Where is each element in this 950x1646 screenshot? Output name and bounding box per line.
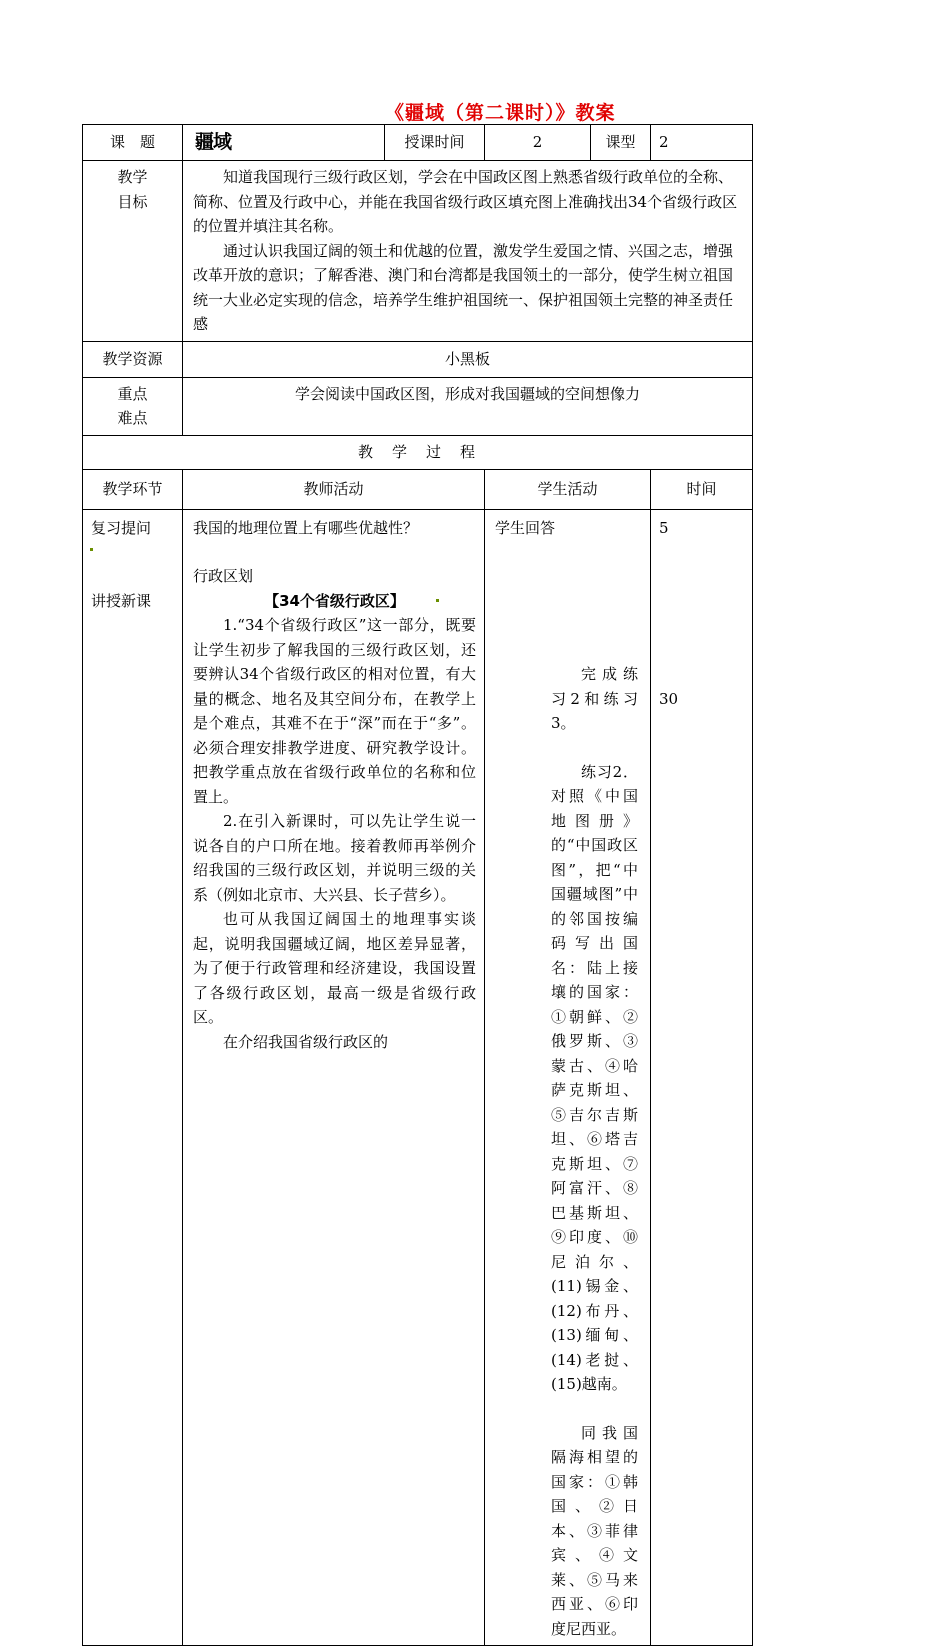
teacher-para-4: 在介绍我国省级行政区的	[223, 1032, 389, 1051]
key-points-value: 学会阅读中国政区图，形成对我国疆域的空间想像力	[183, 377, 753, 435]
row-topic	[83, 125, 753, 161]
col-teacher-header: 教师活动	[183, 469, 485, 509]
row-objectives	[83, 161, 753, 342]
topic-label: 课 题	[83, 125, 183, 161]
student-answer: 学生回答	[495, 518, 556, 537]
type-value: 2	[651, 125, 753, 161]
stage-new: 讲授新课	[91, 592, 152, 610]
time-value: 2	[485, 125, 591, 161]
objectives-para-1: 知道我国现行三级行政区划，学会在中国政区图上熟悉省级行政单位的全称、简称、位置及行政中心，并能在我国省级行政区填充图上准确找出34个省级行政区的位置并填注其名称。	[193, 168, 738, 235]
resources-label: 教学资源	[83, 341, 183, 377]
row-process-body	[83, 509, 753, 1646]
row-process-title	[83, 435, 753, 469]
col-student-header: 学生活动	[485, 469, 651, 509]
process-title: 教 学 过 程	[83, 435, 753, 469]
key-points-label-2: 难点	[117, 409, 148, 427]
resources-value: 小黑板	[183, 341, 753, 377]
lesson-plan-table	[82, 124, 753, 1646]
col-time-header: 时间	[651, 469, 753, 509]
objectives-label-1: 教学	[117, 168, 148, 186]
student-para-1: 完成练习2和练习3。	[551, 665, 638, 732]
time-2: 30	[659, 690, 679, 708]
teacher-para-3: 也可从我国辽阔国土的地理事实谈起，说明我国疆域辽阔，地区差异显著，为了便于行政管理和经济建设，我国设置了各级行政区划，最高一级是省级行政区。	[193, 910, 476, 1026]
stage-review: 复习提问	[91, 518, 152, 537]
objectives-para-2: 通过认识我国辽阔的领土和优越的位置，激发学生爱国之情、兴国之志，增强改革开放的意识；了解香港、澳门和台湾都是我国领土的一部分，使学生树立祖国统一大业必定实现的信念，培养学生维护祖国统一、保护祖国领土完整的神圣责任感	[193, 241, 734, 333]
time-label: 授课时间	[385, 125, 485, 161]
scan-speck	[90, 548, 93, 551]
teacher-question: 我国的地理位置上有哪些优越性？	[193, 518, 419, 537]
student-para-3: 同我国隔海相望的国家：①韩国、②日本、③菲律宾、④文莱、⑤马来西亚、⑥印度尼西亚。	[551, 1423, 638, 1638]
teacher-para-1: 1.“34个省级行政区”这一部分，既要让学生初步了解我国的三级行政区划，还要辨认34个省级行政区的相对位置，有大量的概念、地名及其空间分布，在教学上是个难点，其难不在于“深”而在于“多”。必须合理安排教学进度、研究教学设计。把教学重点放在省级行政单位的名称和位置上。	[193, 616, 476, 806]
teacher-para-2: 2.在引入新课时，可以先让学生说一说各自的户口所在地。接着教师再举例介绍我国的三级行政区划，并说明三级的关系（例如北京市、大兴县、长子营乡）。	[193, 812, 476, 904]
row-column-headers	[83, 469, 753, 509]
col-stage-header: 教学环节	[83, 469, 183, 509]
key-points-label-1: 重点	[117, 384, 148, 403]
student-para-2: 练习2．对照《中国地图册》的“中国政区图”，把“中国疆域图”中的邻国按编码写出国名：陆上接壤的国家：①朝鲜、②俄罗斯、③蒙古、④哈萨克斯坦、⑤吉尔吉斯坦、⑥塔吉克斯坦、⑦阿富汗、⑧巴基斯坦、⑨印度、⑩尼泊尔、(11)锡金、(12)布丹、(13)缅甸、(14)老挝、(15)越南。	[551, 762, 638, 1393]
row-resources	[83, 341, 753, 377]
time-1: 5	[659, 518, 669, 537]
teacher-topic: 行政区划	[193, 567, 254, 585]
teacher-heading: 【34个省级行政区】	[264, 591, 405, 610]
type-label: 课型	[591, 125, 651, 161]
objectives-label-2: 目标	[117, 192, 148, 211]
document-title: 《疆域（第二课时）》教案	[385, 102, 616, 124]
scan-speck	[436, 599, 439, 602]
topic-value: 疆域	[195, 130, 232, 153]
row-key-points	[83, 377, 753, 435]
